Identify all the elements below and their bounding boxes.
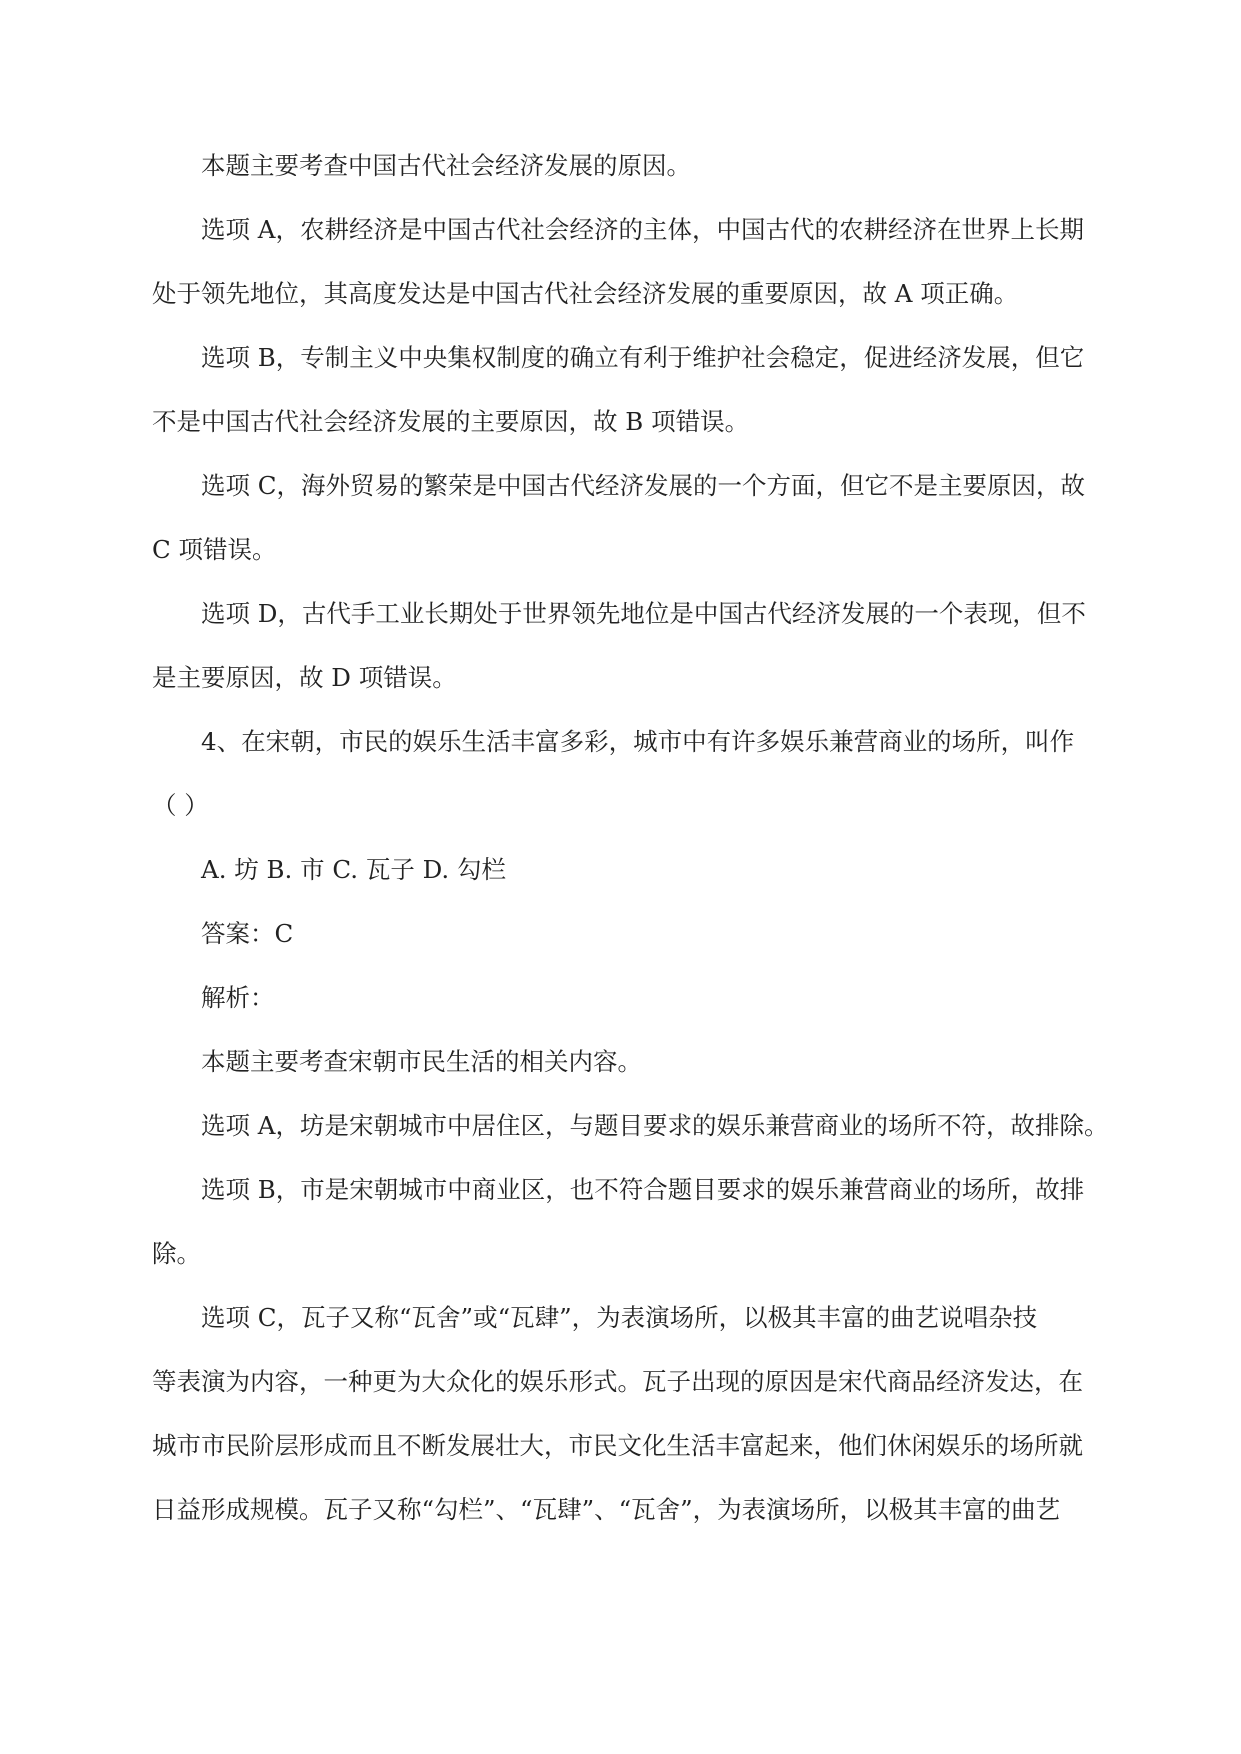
text-line: 本题主要考查中国古代社会经济发展的原因。 xyxy=(201,151,691,180)
text-line: 选项 C，瓦子又称“瓦舍”或“瓦肆”，为表演场所，以极其丰富的曲艺说唱杂技 xyxy=(201,1303,1038,1332)
document-body xyxy=(152,134,1109,1542)
text-line: 不是中国古代社会经济发展的主要原因，故 B 项错误。 xyxy=(152,407,750,436)
question-blank: （ ） xyxy=(152,791,209,820)
text-line: 除。 xyxy=(152,1239,201,1268)
text-line: 城市市民阶层形成而且不断发展壮大，市民文化生活丰富起来，他们休闲娱乐的场所就 xyxy=(152,1431,1083,1460)
answer-options: A. 坊 B. 市 C. 瓦子 D. 勾栏 xyxy=(201,855,507,884)
question-stem: 4、在宋朝，市民的娱乐生活丰富多彩，城市中有许多娱乐兼营商业的场所，叫作 xyxy=(201,727,1075,756)
text-line: 处于领先地位，其高度发达是中国古代社会经济发展的重要原因，故 A 项正确。 xyxy=(152,279,1019,308)
text-line: 本题主要考查宋朝市民生活的相关内容。 xyxy=(201,1047,642,1076)
text-line: 选项 B，专制主义中央集权制度的确立有利于维护社会稳定，促进经济发展，但它 xyxy=(201,343,1085,372)
text-line: C 项错误。 xyxy=(152,535,277,564)
text-line: 选项 A，农耕经济是中国古代社会经济的主体，中国古代的农耕经济在世界上长期 xyxy=(201,215,1084,244)
text-line: 日益形成规模。瓦子又称“勾栏”、“瓦肆”、“瓦舍”，为表演场所，以极其丰富的曲艺 xyxy=(152,1495,1061,1524)
text-line: 选项 D，古代手工业长期处于世界领先地位是中国古代经济发展的一个表现，但不 xyxy=(201,599,1086,628)
text-line: 选项 A，坊是宋朝城市中居住区，与题目要求的娱乐兼营商业的场所不符，故排除。 xyxy=(201,1111,1109,1140)
text-line: 是主要原因，故 D 项错误。 xyxy=(152,663,457,692)
text-line: 等表演为内容，一种更为大众化的娱乐形式。瓦子出现的原因是宋代商品经济发达，在 xyxy=(152,1367,1083,1396)
text-line: 选项 C，海外贸易的繁荣是中国古代经济发展的一个方面，但它不是主要原因，故 xyxy=(201,471,1086,500)
answer-line: 答案：C xyxy=(201,919,294,948)
analysis-heading: 解析： xyxy=(201,983,275,1012)
text-line: 选项 B，市是宋朝城市中商业区，也不符合题目要求的娱乐兼营商业的场所，故排 xyxy=(201,1175,1085,1204)
